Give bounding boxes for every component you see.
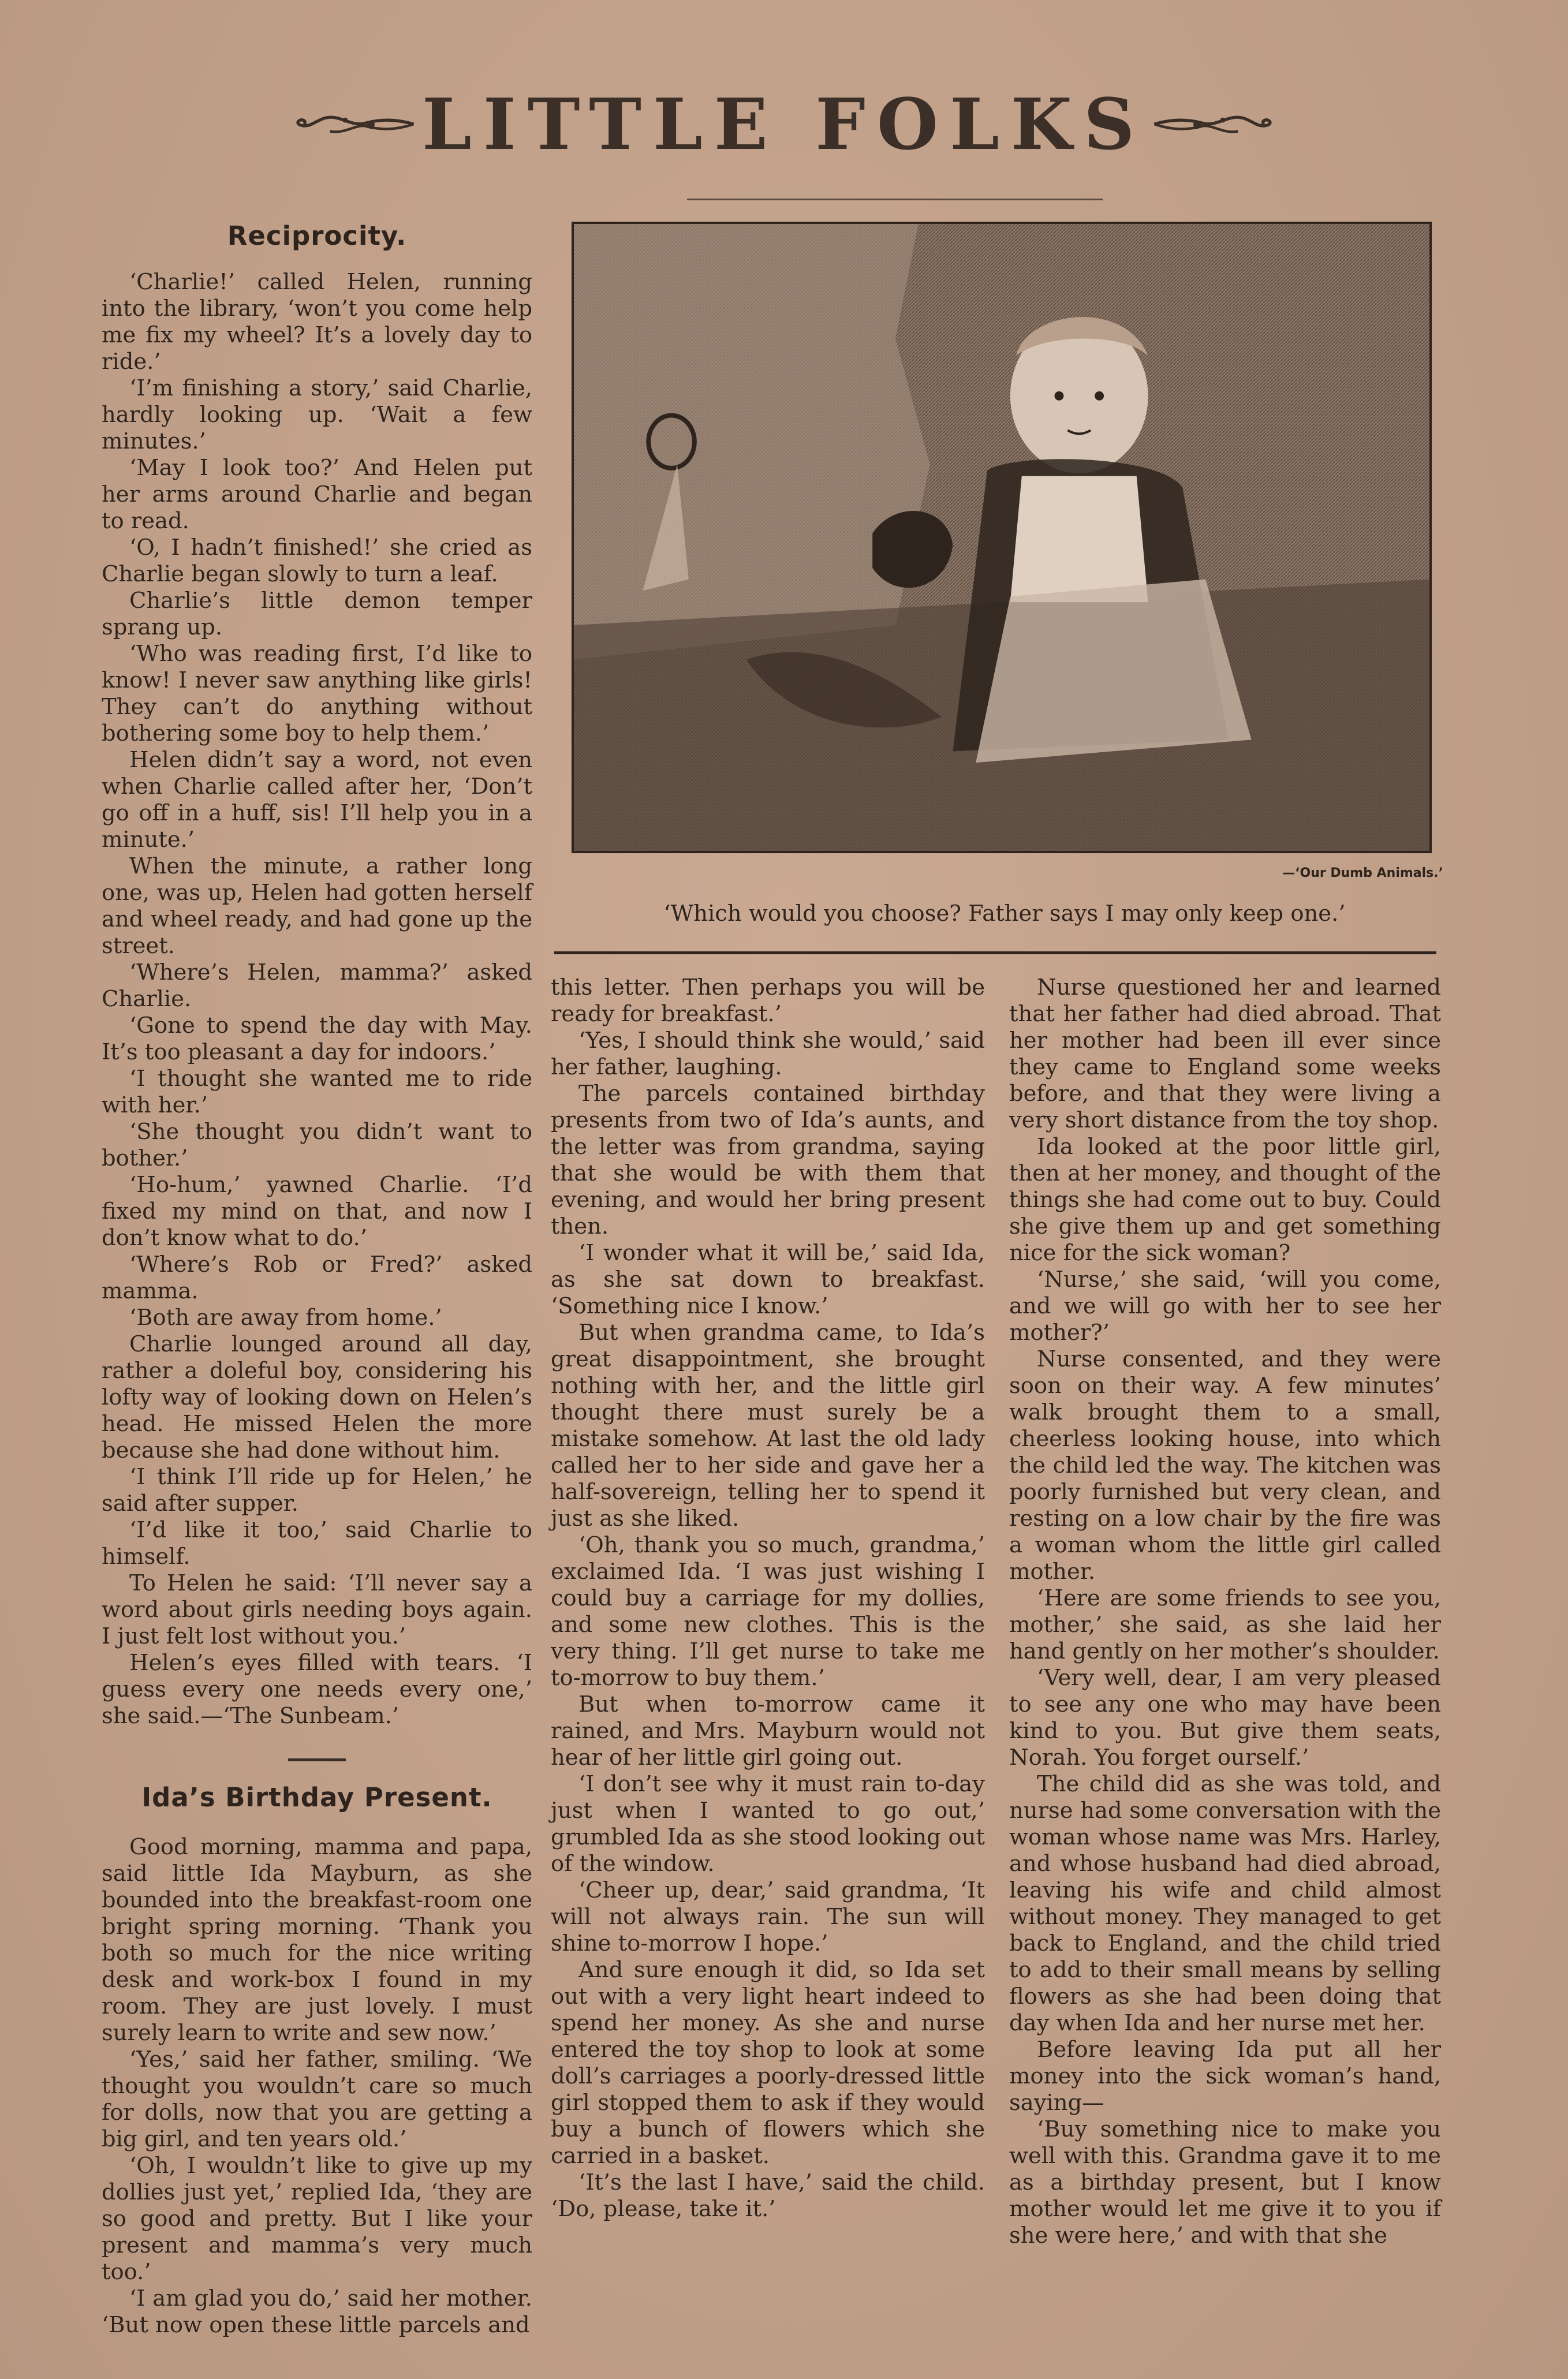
paragraph: But when grandma came, to Ida’s great disappointment, she brought nothing with her, and the little girl thought there must surely be a mistake somehow. At last the old lady called her to her side and gave her a half-sovereign, telling her to spend it just as she liked. (551, 1320, 985, 1532)
paragraph: Charlie lounged around all day, rather a doleful boy, considering his lofty way of looking down on Helen’s head. He missed Helen the more because she had done without him. (102, 1331, 532, 1463)
paragraph: When the minute, a rather long one, was up, Helen had gotten herself and wheel ready, and had gone up the street. (102, 853, 532, 959)
masthead (289, 81, 1279, 167)
column-3 (1009, 974, 1441, 2249)
paragraph: ‘May I look too?’ And Helen put her arms around Charlie and began to read. (102, 455, 532, 534)
paragraph: Nurse consented, and they were soon on their way. A few minutes’ walk brought them to a small, cheerless looking house, into which the child led the way. The kitchen was poorly furnished but very clean, and resting on a low chair by the fire was a woman whom the little girl called mother. (1009, 1346, 1441, 1585)
paragraph: ‘She thought you didn’t want to bother.’ (102, 1119, 532, 1171)
paragraph: Charlie’s little demon temper sprang up. (102, 588, 532, 640)
paragraph: And sure enough it did, so Ida set out with a very light heart indeed to spend her money. As she and nurse entered the toy shop to look at some doll’s carriages a poorly-dressed little girl stopped them to ask if they would buy a bunch of flowers which she carried in a basket. (551, 1957, 985, 2169)
paragraph: ‘Who was reading first, I’d like to know! I never saw anything like girls! They can’t do anything without bothering some boy to help them.’ (102, 641, 532, 746)
paragraph: Ida looked at the poor little girl, then at her money, and thought of the things she had come out to buy. Could she give them up and get something nice for the sick woman? (1009, 1134, 1441, 1266)
paragraph: The parcels contained birthday presents from two of Ida’s aunts, and the letter was from grandma, saying that she would be with them that evening, and would her bring present then. (551, 1081, 985, 1239)
paragraph: ‘Nurse,’ she said, ‘will you come, and we will go with her to see her mother?’ (1009, 1267, 1441, 1346)
right-flourish-icon (1152, 101, 1274, 147)
paragraph: ‘It’s the last I have,’ said the child. ‘Do, please, take it.’ (551, 2169, 985, 2222)
paragraph: ‘I’m finishing a story,’ said Charlie, hardly looking up. ‘Wait a few minutes.’ (102, 375, 532, 454)
paragraph: ‘O, I hadn’t finished!’ she cried as Charlie began slowly to turn a leaf. (102, 535, 532, 587)
image-credit: —‘Our Dumb Animals.’ (1282, 866, 1443, 880)
paragraph: Nurse questioned her and learned that her father had died abroad. That her mother had been ill ever since they came to England some weeks before, and that they were living a very short distance from the toy shop. (1009, 974, 1441, 1133)
paragraph: ‘I wonder what it will be,’ said Ida, as she sat down to breakfast. ‘Something nice I know.’ (551, 1240, 985, 1319)
paragraph: ‘I think I’ll ride up for Helen,’ he said after supper. (102, 1464, 532, 1517)
paragraph: ‘Buy something nice to make you well with this. Grandma gave it to me as a birthday present, but I know mother would let me give it to you if she were here,’ and with that she (1009, 2116, 1441, 2249)
paragraph: But when to-morrow came it rained, and Mrs. Mayburn would not hear of her little girl going out. (551, 1691, 985, 1771)
paragraph: Helen didn’t say a word, not even when Charlie called after her, ‘Don’t go off in a huff, sis! I’ll help you in a minute.’ (102, 747, 532, 853)
paragraph: ‘I’d like it too,’ said Charlie to himself. (102, 1517, 532, 1570)
paragraph: Good morning, mamma and papa, said little Ida Mayburn, as she bounded into the breakfast-room one bright spring morning. ‘Thank you both so much for the nice writing desk and work-box I found in my room. They are just lovely. I must surely learn to write and sew now.’ (102, 1834, 532, 2046)
paragraph: ‘Charlie!’ called Helen, running into the library, ‘won’t you come help me fix my wheel? It’s a lovely day to ride.’ (102, 269, 532, 375)
engraving-illustration (572, 222, 1432, 853)
image-caption: ‘Which would you choose? Father says I may only keep one.’ (663, 901, 1346, 927)
paragraph: ‘Yes, I should think she would,’ said her father, laughing. (551, 1028, 985, 1080)
paragraph: this letter. Then perhaps you will be ready for breakfast.’ (551, 974, 985, 1027)
masthead-title: LITTLE FOLKS (421, 83, 1147, 166)
paragraph: To Helen he said: ‘I’ll never say a word about girls needing boys again. I just felt lost without you.’ (102, 1570, 532, 1649)
column-2 (551, 974, 985, 2223)
paragraph: ‘Where’s Rob or Fred?’ asked mamma. (102, 1252, 532, 1304)
paragraph: ‘Yes,’ said her father, smiling. ‘We thought you wouldn’t care so much for dolls, now that you are getting a big girl, and ten years old.’ (102, 2046, 532, 2152)
column-1 (102, 223, 532, 2339)
paragraph: Before leaving Ida put all her money into the sick woman’s hand, saying— (1009, 2037, 1441, 2116)
paragraph: ‘Ho-hum,’ yawned Charlie. ‘I’d fixed my mind on that, and now I don’t know what to do.’ (102, 1172, 532, 1251)
section-divider (288, 1758, 346, 1761)
paragraph: ‘Oh, I wouldn’t like to give up my dollies just yet,’ replied Ida, ‘they are so good and pretty. But I like your present and mamma’s very much too.’ (102, 2153, 532, 2285)
paragraph: ‘Very well, dear, I am very pleased to see any one who may have been kind to you. But give them seats, Norah. You forget ourself.’ (1009, 1665, 1441, 1771)
article-title-idas-birthday: Ida’s Birthday Present. (141, 1782, 492, 1813)
header-rule (687, 199, 1103, 200)
paragraph: ‘Both are away from home.’ (129, 1305, 442, 1331)
paragraph: ‘Cheer up, dear,’ said grandma, ‘It will not always rain. The sun will shine to-morrow I hope.’ (551, 1877, 985, 1956)
paragraph: The child did as she was told, and nurse had some conversation with the woman whose name was Mrs. Harley, and whose husband had died abroad, leaving his wife and child almost without money. They managed to get back to England, and the child tried to add to their small means by selling flowers as she had been doing that day when Ida and her nurse met her. (1009, 1771, 1441, 2036)
paragraph: ‘I don’t see why it must rain to-day just when I wanted to go out,’ grumbled Ida as she stood looking out of the window. (551, 1771, 985, 1877)
paragraph: ‘Gone to spend the day with May. It’s too pleasant a day for indoors.’ (102, 1013, 532, 1065)
caption-rule (554, 951, 1436, 954)
paragraph: ‘Oh, thank you so much, grandma,’ exclaimed Ida. ‘I was just wishing I could buy a carriage for my dollies, and some new clothes. This is the very thing. I’ll get nurse to take me to-morrow to buy them.’ (551, 1532, 985, 1691)
left-flourish-icon (294, 101, 416, 147)
paragraph: ‘I thought she wanted me to ride with her.’ (102, 1066, 532, 1118)
child-with-puppies-picture (574, 224, 1429, 851)
article-title-reciprocity: Reciprocity. (227, 221, 407, 251)
paragraph: ‘Where’s Helen, mamma?’ asked Charlie. (102, 959, 532, 1012)
paragraph: ‘I am glad you do,’ said her mother. ‘But now open these little parcels and (102, 2285, 532, 2338)
paragraph: Helen’s eyes filled with tears. ‘I guess every one needs every one,’ she said.—‘The Sunbeam.’ (102, 1650, 532, 1729)
paragraph: ‘Here are some friends to see you, mother,’ she said, as she laid her hand gently on her mother’s shoulder. (1009, 1585, 1441, 1664)
